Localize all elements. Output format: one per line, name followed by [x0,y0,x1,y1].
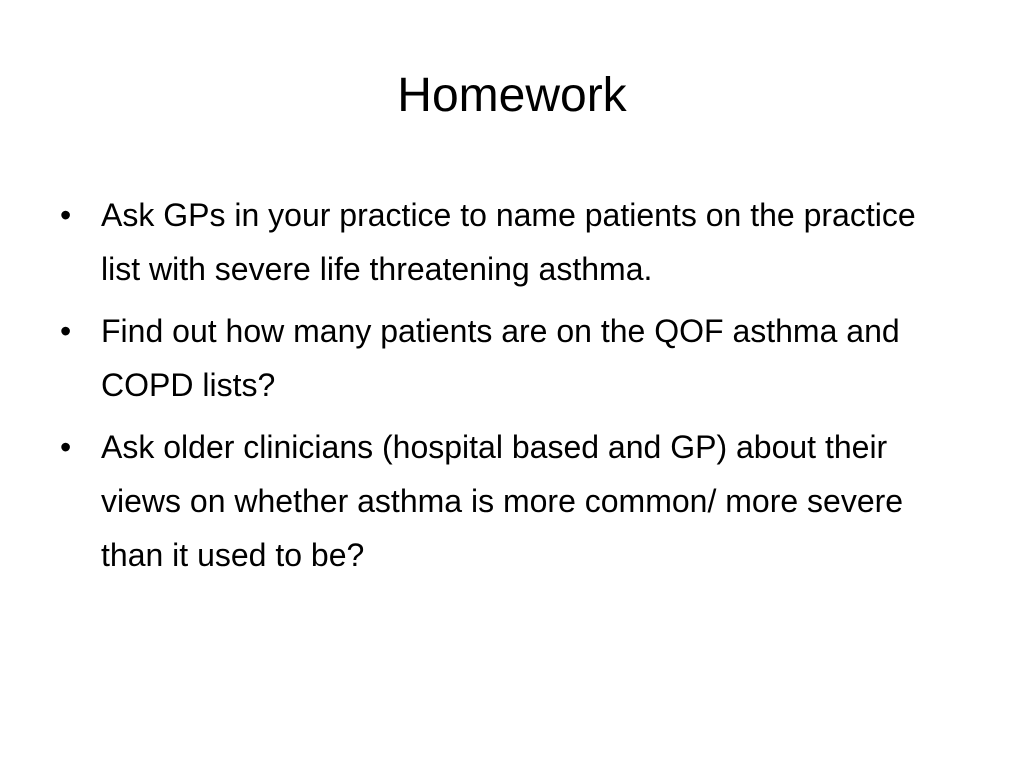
bullet-list [60,188,960,590]
bullet-text-3: Ask older clinicians (hospital based and GP) about their views on whether asthma is more common/ more severe than it used to be? [101,429,904,573]
bullet-dot-icon: • [60,197,72,233]
bullet-text-2: Find out how many patients are on the QOF asthma and COPD lists? [101,313,900,403]
bullet-item-3 [60,420,960,582]
bullet-dot-icon: • [60,313,72,349]
bullet-item-1 [60,188,960,296]
bullet-text-1: Ask GPs in your practice to name patients on the practice list with severe life threatening asthma. [101,197,916,287]
bullet-item-2 [60,304,960,412]
slide-title: Homework [397,69,627,122]
bullet-dot-icon: • [60,429,72,465]
